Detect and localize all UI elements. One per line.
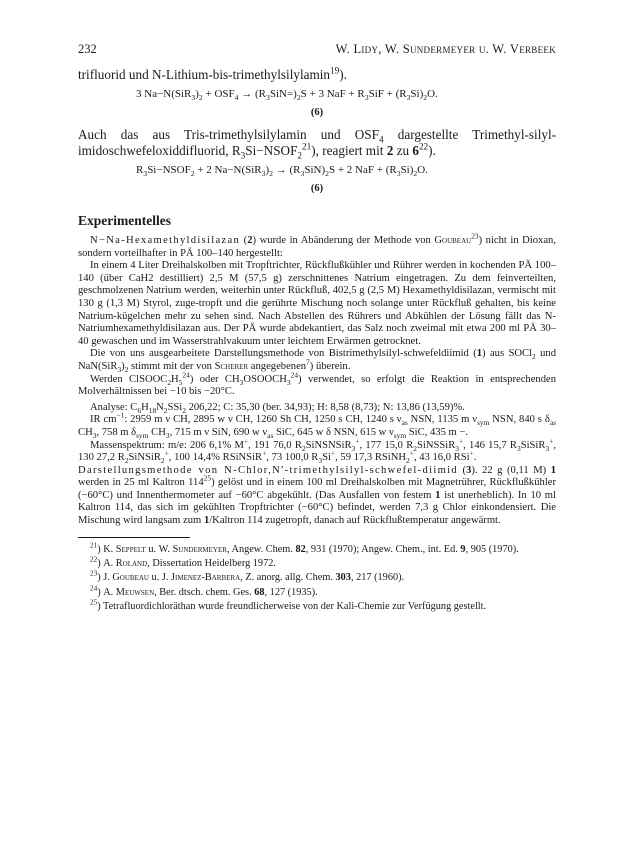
footnote-22: $^{22}$) A. Roland, Dissertation Heidelberg 1972. xyxy=(90,555,276,570)
footnote-24: $^{24}$) A. Meuwsen, Ber. dtsch. chem. Ges. 68, 127 (1935). xyxy=(90,584,318,598)
running-head-authors: W. Lidy, W. Sundermeyer u. W. Verbeek xyxy=(335,42,556,56)
exp-analysis: Analyse: $C_6H_{18}N_2SSi_2$ 206,22; C: 35,30 (ber. 34,93); H: 8,58 (8,73); N: 13,86 (13,59)%. xyxy=(90,401,465,415)
exp-para-4: Werden $ClSOOC_2H_5^{24}$) oder $CH_3OSOOCH_3^{24}$) verwendet, so erfolgt die Reaktion in entsprechenden Molverhältnissen bei −10 bis −20°C. xyxy=(78,370,556,398)
exp-ms: Massenspektrum: m/e: 206 6,1% M+, 191 76,0 $R_2SiNSNSiR_3^+$, 177 15,0 $R_2SiNSSiR_3^+$, 146 15,7 $R_3SiSiR_3^+$, 130 27,2 $R_2SiNSiR_2^+$, 100 14,4% RSiNSiR+, 73 100,0 $R_3Si^+$, 59 17,3 RSiNH$_2$+, 43 16,0 RSi+. xyxy=(78,435,556,466)
exp-chlor-method: Darstellungsmethode von N-Chlor,N′-trimethylsilyl-schwefel-diimid (3). 22 g (0,11 M) 1 werden in 25 ml Kaltron $114^{25}$) gelöst und in einem 100 ml Dreihalskolben mit Magnetrührer, Rückflußkühler (−60°C) und Innenthermometer auf −60°C abgekühlt. (Das Ausfallen von festem 1 ist unerheblich). In 10 ml Kaltron 114, das sich im gekühlten Tropftrichter (−60°C) befindet, werden 7,3 g Chlor einkondensiert. Die Mischung wird langsam zum 1/Kaltron 114 zugetropft, danach auf Rückflußtemperatur angewärmt. xyxy=(78,464,556,527)
footnote-21: $^{21}$) K. Seppelt u. W. Sundermeyer, Angew. Chem. 82, 931 (1970); Angew. Chem., int. Ed. 9, 905 (1970). xyxy=(90,541,519,555)
section-heading: Experimentelles xyxy=(78,213,171,228)
footnote-25: $^{25}$) Tetrafluordichloräthan wurde freundlicherweise von der Kali-Chemie zur Verfügung gestellt. xyxy=(90,598,487,613)
footnotes xyxy=(78,541,556,614)
equation-2-number: (6) xyxy=(310,183,324,194)
text-line-lead: trifluorid und N-Lithium-bis-trimethylsilylamin$^{19}$). xyxy=(78,65,347,82)
exp-ir: IR $cm^{-1}$: 2959 m ν CH, 2895 w ν CH, 1260 Sh CH, 1250 s CH, 1240 s $\nu_{as}$ NSN, 1135 m $\nu_{sym}$ NSN, 840 s $\delta_{as}$ $CH_3$, 758 m $\delta_{sym}$ $CH_3$, 715 m ν SiN, 690 w $\nu_{as}$ SiC, 645 w δ NSN, 615 w $\nu_{sym}$ SiC, 435 m −. xyxy=(78,410,556,441)
exp-para-1: N−Na-Hexamethyldisilazan (2) wurde in Abänderung der Methode von Goubeau$^{23}$) nicht in Dioxan, sondern vorteilhafter in PÄ 100–140 hergestellt: xyxy=(78,231,557,259)
footnote-divider xyxy=(78,537,190,538)
exp-para-2: In einem 4 Liter Dreihalskolben mit Tropftrichter, Rückflußkühler und Rührer werden in kochenden PÄ 100–140 (über CaH2 destilliert) 2,5 M (57,5 g) zerschnittenes Natrium eingetragen. Zu dem feinverteilten, geschmolzenen Natrium werden, weiterhin unter Rückfluß, 402,5 g (2,5 M) Hexamethyldisilazan, vermischt mit 130 g (1,3 M) Styrol, zuge-tropft und die gerührte Mischung noch solange unter Rückfluß gehalten, bis keine Natrium-kügelchen mehr zu sehen sind. Nach Abstellen des Rührers und Abkühlen der Lösung fällt das N-Natriumhexamethyldisilazan aus. Der PÄ wurde abdekantiert, das Salz noch zweimal mit etwa 200 ml PÄ 30–40 gewaschen und im Wasserstrahlvakuum unter leichtem Erwärmen getrocknet. xyxy=(78,260,556,347)
journal-page xyxy=(78,40,556,614)
equation-1-number: (6) xyxy=(310,107,324,118)
footnote-23: $^{23}$) J. Goubeau u. J. Jimenez-Barbera, Z. anorg. allg. Chem. 303, 217 (1960). xyxy=(90,570,405,584)
equation-2: $R_3Si-NSOF_2 + 2$ $Na-N(SiR_3)_2 \to (R_3SiN)_2S + 2$ NaF + $(R_3Si)_2O$. xyxy=(136,164,428,179)
text-para-1: Auch das aus Tris-trimethylsilylamin und $OSF_4$ dargestellte Trimethyl-silyl-imidoschwefeloxiddifluorid, $R_3Si-NSOF_2^{21}$), reagiert mit 2 zu $6^{22}$). xyxy=(78,127,557,161)
experimental-section xyxy=(78,231,557,528)
equation-1: 3 $Na-N(SiR_3)_2 + OSF_4 \to (R_3SiN=)_2S + 3$ NaF + $R_3SiF + (R_3Si)_2O$. xyxy=(136,88,438,103)
page-header xyxy=(78,40,556,58)
exp-para-3: Die von uns ausgearbeitete Darstellungsmethode von Bistrimethylsilyl-schwefeldiimid (1) aus SOCl$_2$ und $NaN(SiR_3)_2$ stimmt mit der von Scherer angegebenen$^7$) überein. xyxy=(78,348,556,375)
page-number: 232 xyxy=(78,42,97,56)
